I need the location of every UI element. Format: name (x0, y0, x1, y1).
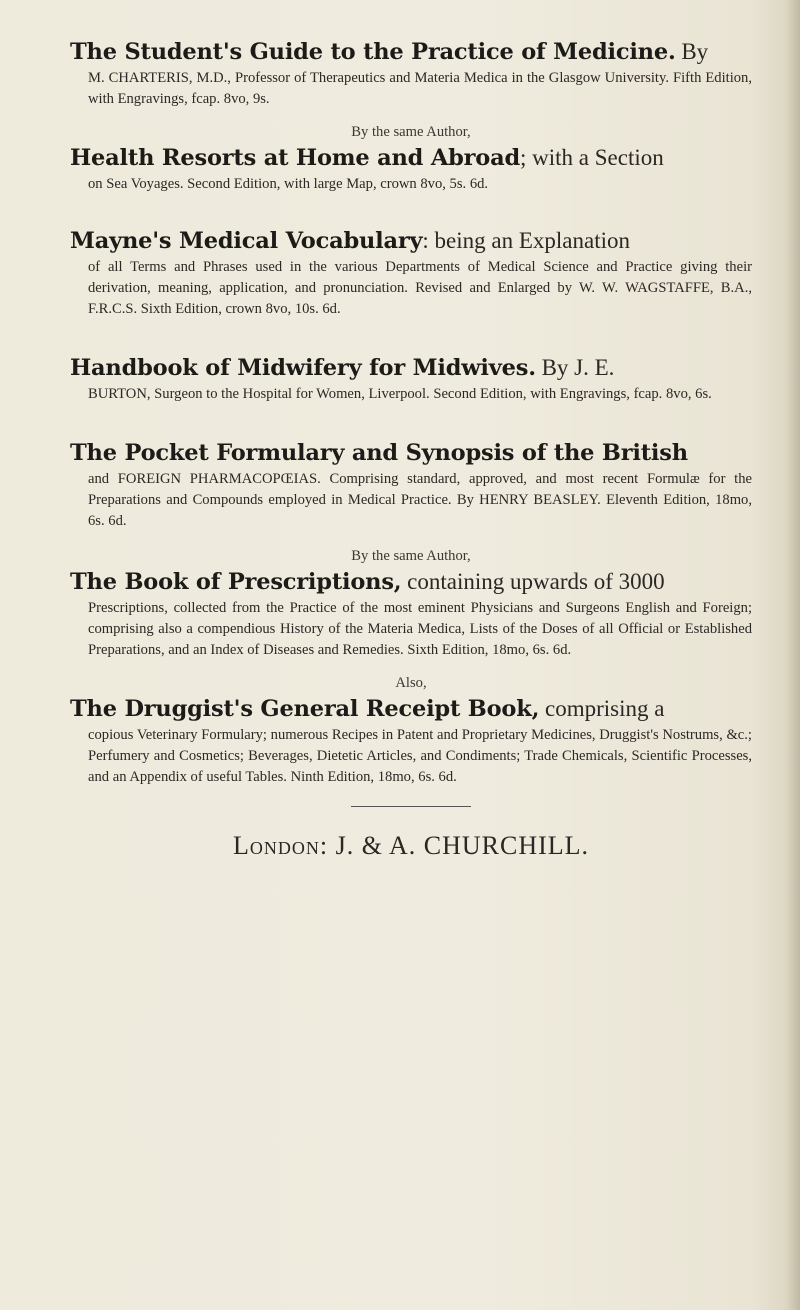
divider-rule (351, 806, 471, 807)
entry-lead: By (675, 39, 709, 64)
entry-book-of-prescriptions (70, 546, 752, 661)
entry-students-guide (70, 36, 752, 110)
entry-title: Health Resorts at Home and Abroad (70, 145, 521, 171)
entry-title: The Student's Guide to the Practice of Medicine. (70, 39, 676, 65)
imprint-publisher: J. & A. CHURCHILL. (335, 831, 590, 860)
entry-byline: By the same Author, (351, 548, 471, 564)
entry-title: Handbook of Midwifery for Midwives. (70, 355, 536, 381)
imprint-city: London (232, 831, 320, 860)
entry-druggists-receipt-book (70, 673, 752, 788)
entry-byline: By the same Author, (351, 124, 471, 140)
entry-lead: ; with a Section (520, 145, 664, 170)
imprint-separator: : (319, 831, 336, 860)
entry-pocket-formulary (70, 437, 752, 532)
entry-description: copious Veterinary Formulary; numerous Recipes in Patent and Proprietary Medicines, Druggist's Nostrums, &c.; Perfumery and Cosmetics; Beverages, Dietetic Articles, and Condiments; Trade Chemicals, Scientific Processes, and an Appendix of useful Tables. Ninth Edition, 18mo, 6s. 6d. (88, 727, 752, 785)
entry-handbook-midwifery (70, 352, 752, 405)
entry-description: M. CHARTERIS, M.D., Professor of Therapeutics and Materia Medica in the Glasgow University. Fifth Edition, with Engravings, fcap. 8vo, 9s. (88, 70, 752, 107)
entry-lead: : being an Explanation (422, 228, 630, 253)
entry-description: and FOREIGN PHARMACOPŒIAS. Comprising standard, approved, and most recent Formulæ for the Preparations and Compounds employed in Medical Practice. By HENRY BEASLEY. Eleventh Edition, 18mo, 6s. 6d. (88, 471, 752, 529)
entry-lead: comprising a (539, 696, 665, 721)
entry-lead: containing upwards of 3000 (401, 569, 665, 594)
entry-lead: By J. E. (535, 355, 615, 380)
entry-health-resorts (70, 122, 752, 195)
entry-medical-vocabulary (70, 225, 752, 320)
entry-title: Mayne's Medical Vocabulary (70, 228, 423, 254)
advertisement-column (70, 36, 752, 861)
entry-description: Prescriptions, collected from the Practice of the most eminent Physicians and Surgeons English and Foreign; comprising also a compendious History of the Materia Medica, Lists of the Doses of all Official or Established Preparations, and an Index of Diseases and Remedies. Sixth Edition, 18mo, 6s. 6d. (88, 600, 752, 658)
entry-title: The Book of Prescriptions, (70, 569, 402, 595)
entry-description: BURTON, Surgeon to the Hospital for Women, Liverpool. Second Edition, with Engravings, fcap. 8vo, 6s. (88, 386, 712, 402)
entry-description: of all Terms and Phrases used in the various Departments of Medical Science and Practice giving their derivation, meaning, application, and pronunciation. Revised and Enlarged by W. W. WAGSTAFFE, B.A., F.R.C.S. Sixth Edition, crown 8vo, 10s. 6d. (88, 259, 752, 317)
entry-title: The Pocket Formulary and Synopsis of the British (70, 440, 688, 466)
entry-description: on Sea Voyages. Second Edition, with large Map, crown 8vo, 5s. 6d. (88, 176, 489, 192)
publisher-imprint (70, 831, 752, 861)
entry-title: The Druggist's General Receipt Book, (70, 696, 540, 722)
entry-byline: Also, (395, 675, 427, 691)
